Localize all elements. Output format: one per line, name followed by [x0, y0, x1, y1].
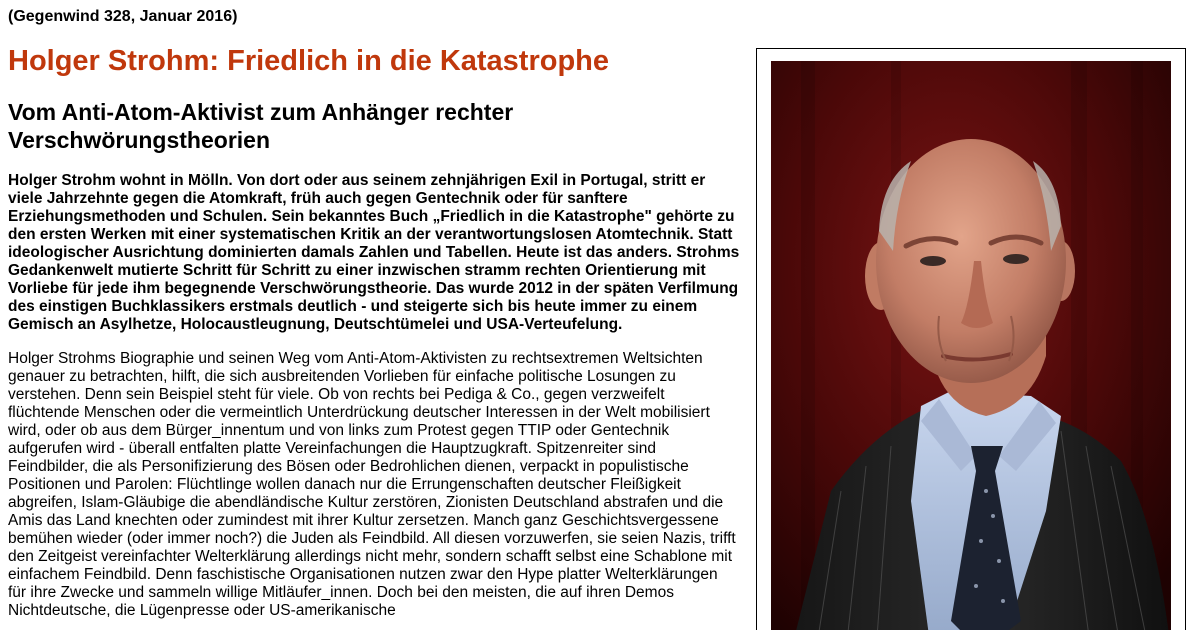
portrait-photo: [771, 61, 1171, 630]
article-main: [8, 44, 740, 620]
article-title: Holger Strohm: Friedlich in die Katastrophe: [8, 45, 610, 77]
issue-line: (Gegenwind 328, Januar 2016): [8, 8, 238, 25]
article-subtitle: Vom Anti-Atom-Aktivist zum Anhänger rechter Verschwörungstheorien: [8, 99, 514, 153]
portrait-illustration: [771, 61, 1171, 630]
article-body: Holger Strohms Biographie und seinen Weg vom Anti-Atom-Aktivisten zu rechtsextremen Weltsichten genauer zu betrachten, hilft, die sich ausbreitenden Vorlieben für einfache politische Losungen zu verstehen. Denn sein Beispiel steht für viele. Ob von rechts bei Pediga & Co., gegen verzweifelt flüchtende Menschen oder die vermeintlich Unterdrückung deutscher Interessen in der Welt mobilisiert wird, oder ob aus dem Bürger_innentum und von links zum Protest gegen TTIP oder Gentechnik aufgerufen wird - überall entfalten platte Vereinfachungen die Hauptzugkraft. Spitzenreiter sind Feindbilder, die als Personifizierung des Bösen oder Bedrohlichen dienen, verpackt in populistische Positionen und Parolen: Flüchtlinge wollen danach nur die Errungenschaften deutscher Fleißigkeit abgreifen, Islam-Gläubige die abendländische Kultur zerstören, Zionisten Deutschland abstrafen und die Amis das Land knechten oder zumindest mit ihrer Kultur zersetzen. Manch ganz Geschichtsvergessene bemühen wieder (oder immer noch?) die Juden als Feindbild. All diesen vorzuwerfen, sie seien Nazis, trifft den Zeitgeist vereinfachter Welterklärung allerdings nicht mehr, sondern schafft selbst eine Schablone mit einfachem Feindbild. Denn faschistische Organisationen nutzen zwar den Hype platter Welterklärungen für ihre Zwecke und sammeln willige Mitläufer_innen. Doch bei den meisten, die auf ihren Demos Nichtdeutsche, die Lügenpresse oder US-amerikanische: [8, 350, 736, 619]
photo-frame: [756, 48, 1186, 630]
article-lead: Holger Strohm wohnt in Mölln. Von dort oder aus seinem zehnjährigen Exil in Portugal, stritt er viele Jahrzehnte gegen die Atomkraft, früh auch gegen Gentechnik oder für sanftere Erziehungsmethoden und Schulen. Sein bekanntes Buch „Friedlich in die Katastrophe" gehörte zu den ersten Werken mit einer systematischen Kritik an der verantwortungslosen Atomtechnik. Statt ideologischer Ausrichtung dominierten damals Zahlen und Tabellen. Heute ist das anders. Strohms Gedankenwelt mutierte Schritt für Schritt zu einer inzwischen stramm rechten Orientierung mit Vorliebe für jede ihm begegnende Verschwörungstheorie. Das wurde 2012 in der späten Verfilmung des einstigen Buchklassikers erstmals deutlich - und steigerte sich bis heute immer zu einem Gemisch an Asylhetze, Holocaustleugnung, Deutschtümelei und USA-Verteufelung.: [8, 172, 740, 333]
